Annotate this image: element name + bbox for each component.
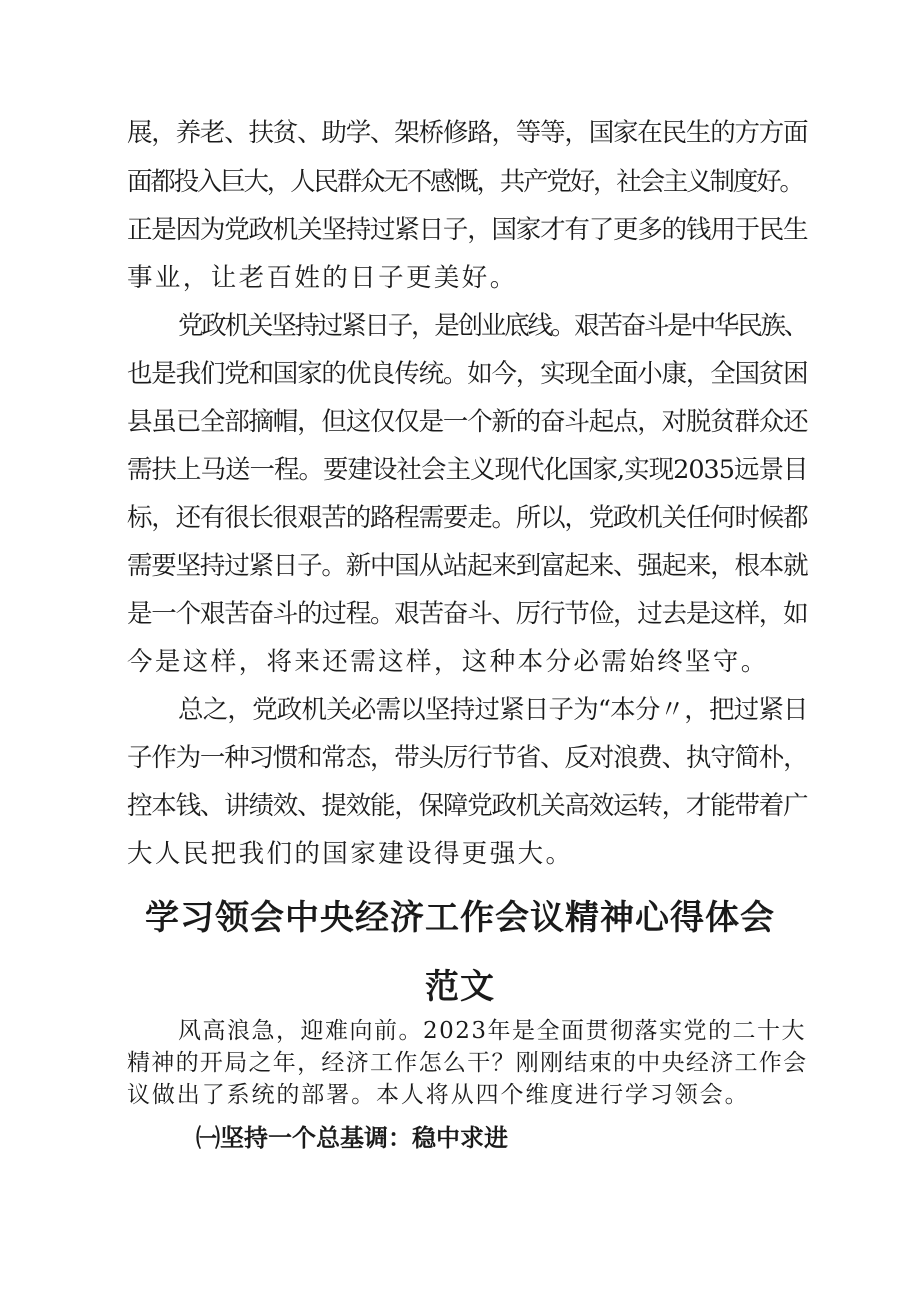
paragraph-2-line: 是一个艰苦奋斗的过程。艰苦奋斗、厉行节俭，过去是这样，如 [127,599,808,629]
paragraph-3-line: 大人民把我们的国家建设得更强大。 [127,839,574,869]
paragraph-4-line: 精神的开局之年，经济工作怎么干？刚刚结束的中央经济工作会 [127,1050,808,1076]
paragraph-1-line: 面都投入巨大，人民群众无不感慨，共产党好，社会主义制度好。 [127,167,803,197]
paragraph-3-line: 控本钱、讲绩效、提效能，保障党政机关高效运转，才能带着广 [127,791,808,821]
document-title-line-1: 学习领会中央经济工作会议精神心得体会 [145,898,775,938]
paragraph-4-line: 风高浪急，迎难向前。2023年是全面贯彻落实党的二十大 [178,1018,807,1044]
paragraph-3-line: 子作为一种习惯和常态，带头厉行节省、反对浪费、执守简朴， [127,743,808,773]
paragraph-2-line: 需要坚持过紧日子。新中国从站起来到富起来、强起来，根本就 [127,551,808,581]
paragraph-1-line: 展，养老、扶贫、助学、架桥修路，等等，国家在民生的方方面 [127,118,808,148]
paragraph-2-line: 标，还有很长很艰苦的路程需要走。所以，党政机关任何时候都 [127,503,808,533]
paragraph-2-line: 县虽已全部摘帽，但这仅仅是一个新的奋斗起点，对脱贫群众还 [127,407,808,437]
paragraph-2-line: 今是这样，将来还需这样，这种本分必需始终坚守。 [127,647,769,677]
section-heading: ㈠坚持一个总基调：稳中求进 [196,1124,508,1152]
paragraph-1-line: 事业，让老百姓的日子更美好。 [127,263,518,293]
paragraph-4-line: 议做出了系统的部署。本人将从四个维度进行学习领会。 [127,1082,750,1108]
paragraph-3-line: 总之，党政机关必需以坚持过紧日子为“本分〃，把过紧日 [178,695,808,725]
paragraph-2-line: 也是我们党和国家的优良传统。如今，实现全面小康，全国贫困 [127,359,808,389]
paragraph-2-line: 需扶上马送一程。要建设社会主义现代化国家,实现2035远景目 [127,455,808,485]
paragraph-1-line: 正是因为党政机关坚持过紧日子，国家才有了更多的钱用于民生 [127,215,808,245]
paragraph-2-line: 党政机关坚持过紧日子，是创业底线。艰苦奋斗是中华民族、 [178,311,808,341]
document-title-line-2: 范文 [425,967,495,1007]
